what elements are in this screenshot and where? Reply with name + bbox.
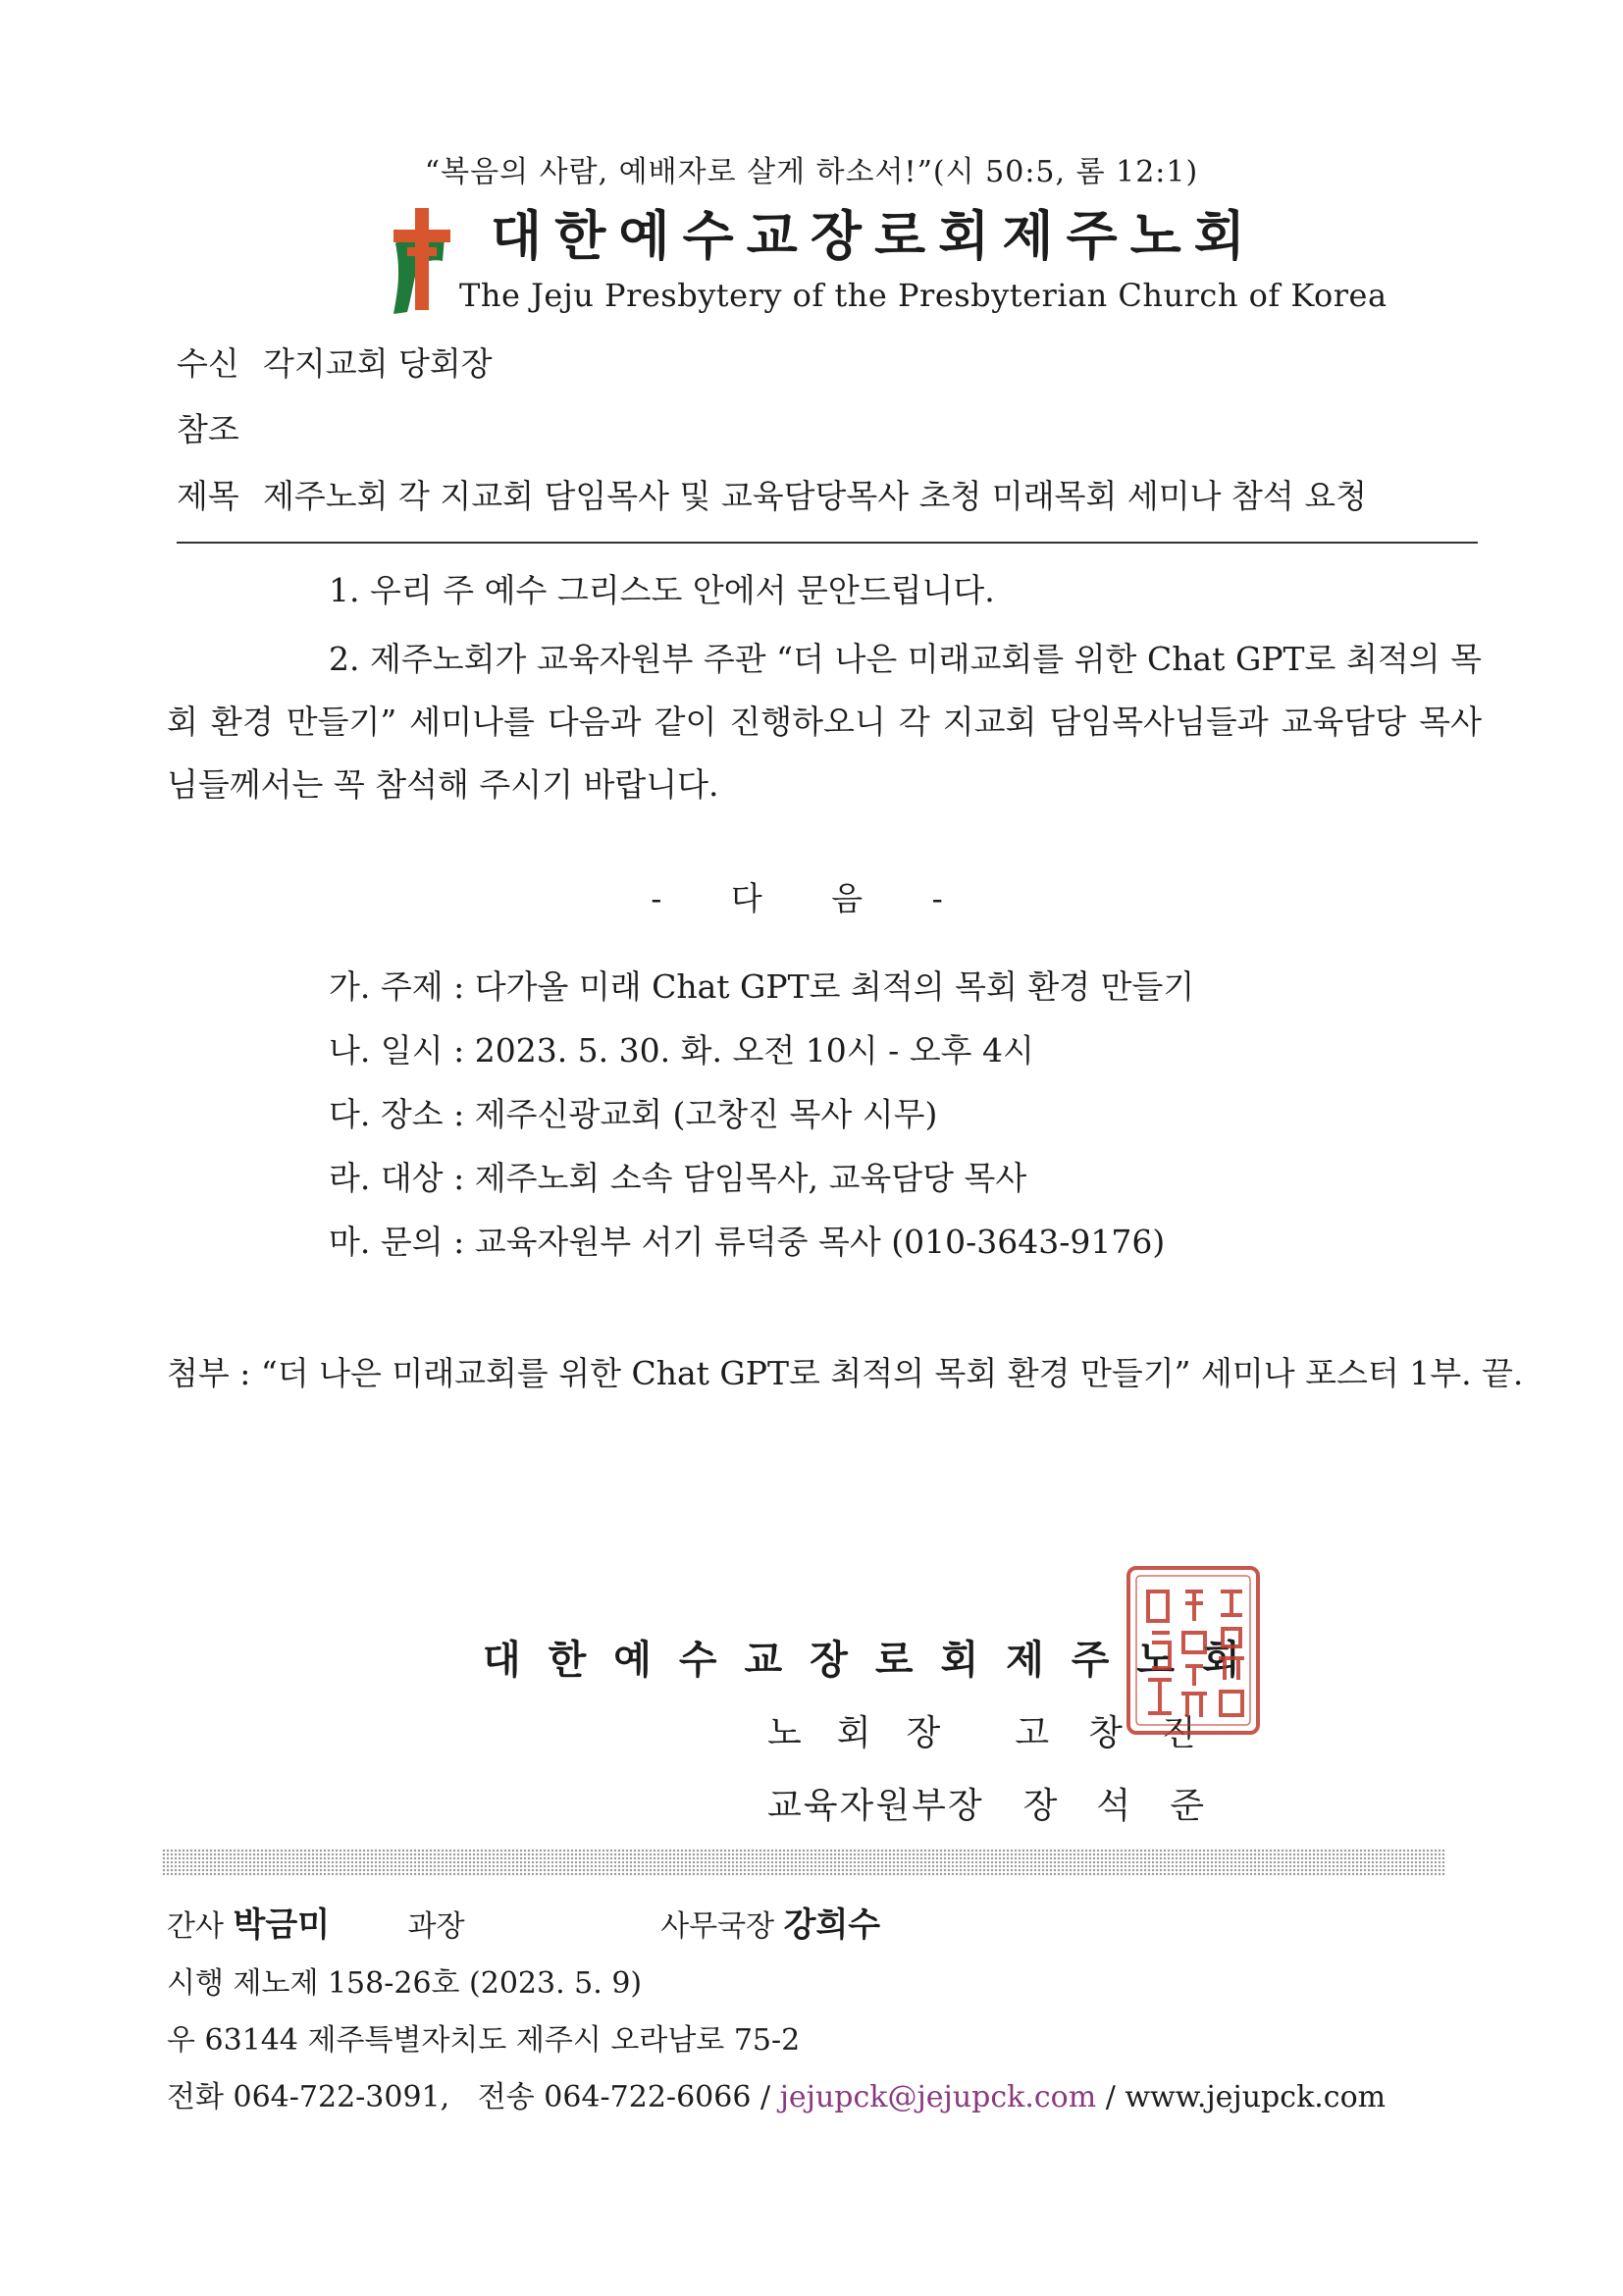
staff-secretary-name: 박금미: [233, 1905, 331, 1945]
reference-label: 참조: [177, 410, 239, 448]
signature-education-name: 장석준: [1022, 1786, 1243, 1826]
staff-secretary-label: 간사: [167, 1909, 224, 1944]
header-divider: [177, 542, 1478, 544]
phone-fax: 전화 064-722-3091, 전송 064-722-6066 /: [167, 2080, 780, 2114]
signature-moderator-role: 노회장: [767, 1713, 976, 1753]
recipient-label: 수신: [177, 344, 239, 383]
email-link[interactable]: jejupck@jejupck.com: [779, 2080, 1097, 2114]
subject-label: 제목: [177, 477, 239, 515]
detail-item-audience: 라. 대상 : 제주노회 소속 담임목사, 교육담당 목사: [329, 1159, 1027, 1197]
recipient-value: 각지교회 당회장: [263, 344, 493, 383]
staff-manager-label: 과장: [407, 1909, 465, 1944]
staff-director-name: 강희수: [783, 1905, 881, 1945]
attachment-note: 첨부 : “더 나은 미래교회를 위한 Chat GPT로 최적의 목회 환경 만들기” 세미나 포스터 1부. 끝.: [167, 1354, 1524, 1392]
footer-divider: [162, 1849, 1445, 1876]
issue-number: 시행 제노제 158-26호 (2023. 5. 9): [167, 1966, 643, 2001]
contact-line: [167, 2072, 1386, 2115]
staff-director-label: 사무국장: [660, 1909, 775, 1944]
body-paragraph-2: 2. 제주노회가 교육자원부 주관 “더 나은 미래교회를 위한 Chat GPT로 최적의 목회 환경 만들기” 세미나를 다음과 같이 진행하오니 각 지교회 담임목사님들과 교육담당 목사님들께서는 꼭 참석해 주시기 바랍니다.: [167, 640, 1482, 804]
detail-item-inquiry: 마. 문의 : 교육자원부 서기 류덕중 목사 (010-3643-9176): [329, 1223, 1166, 1261]
signature-org-name: 대한예수교장로회제주노회: [483, 1637, 1268, 1683]
website-link[interactable]: / www.jejupck.com: [1096, 2080, 1387, 2114]
signature-moderator-name: 고창진: [1015, 1713, 1235, 1753]
subject-value: 제주노회 각 지교회 담임목사 및 교육담당목사 초청 미래목회 세미나 참석 요청: [263, 477, 1367, 515]
detail-item-topic: 가. 주제 : 다가올 미래 Chat GPT로 최적의 목회 환경 만들기: [329, 967, 1195, 1006]
detail-item-date: 나. 일시 : 2023. 5. 30. 화. 오전 10시 - 오후 4시: [329, 1031, 1034, 1070]
postal-address: 우 63144 제주특별자치도 제주시 오라남로 75-2: [167, 2023, 801, 2058]
org-name-english: The Jeju Presbytery of the Presbyterian Church of Korea: [459, 277, 1387, 314]
official-seal-icon: [1125, 1564, 1262, 1737]
signature-education-role: 교육자원부장: [767, 1786, 984, 1826]
detail-item-venue: 다. 장소 : 제주신광교회 (고창진 목사 시무): [329, 1095, 938, 1133]
signature-education-head: [767, 1778, 1243, 1828]
cross-logo-icon: [388, 204, 456, 314]
org-name-korean: 대한예수교장로회제주노회: [491, 204, 1258, 267]
staff-line: [167, 1898, 880, 1946]
motto: “복음의 사람, 예배자로 살게 하소서!”(시 50:5, 롬 12:1): [424, 155, 1199, 189]
body-paragraph-1: 1. 우리 주 예수 그리스도 안에서 문안드립니다.: [329, 571, 995, 609]
details-heading: - 다 음 -: [651, 879, 972, 917]
